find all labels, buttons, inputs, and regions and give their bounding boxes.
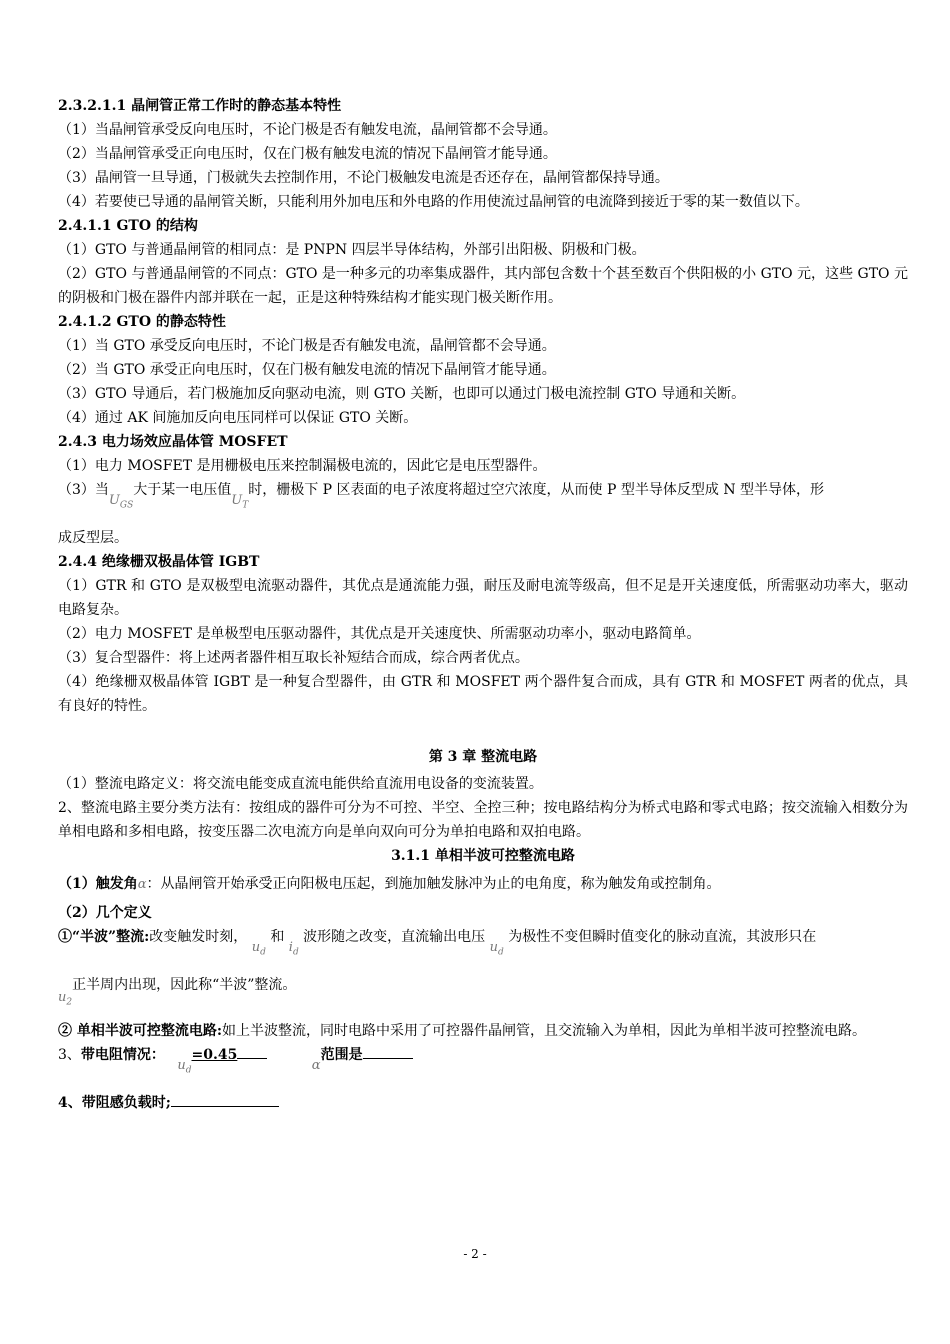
definition-single-phase: ② 单相半波可控整流电路:如上半波整流，同时电路中采用了可控器件晶闸管，且交流输入为单相，因此为单相半波可控整流电路。 [58, 1023, 867, 1039]
formula-id: $i_d$ [288, 940, 299, 958]
formula-u2: $u_2$ [58, 990, 73, 1008]
section-heading: 2.4.1.1 GTO 的结构 [58, 218, 198, 234]
list-item: （3）当$U_{GS}$大于某一电压值$U_T$时，栅极下 P 区表面的电子浓度将超过空穴浓度，从而使 P 型半导体反型成 N 型半导体，形 [58, 478, 908, 526]
list-item: （3）GTO 导通后，若门极施加反向驱动电流，则 GTO 关断，也即可以通过门极电流控制 GTO 导通和关断。 [58, 386, 746, 402]
formula-alpha: α [311, 1058, 321, 1073]
definition-trigger-angle: （1）触发角α：从晶闸管开始承受正向阳极电压起，到施加触发脉冲为止的电角度，称为触发角或控制角。 [58, 872, 908, 897]
list-item: （1）电力 MOSFET 是用栅极电压来控制漏极电流的，因此它是电压型器件。 [58, 458, 547, 474]
list-item: （2）电力 MOSFET 是单极型电压驱动器件，其优点是开关速度快、所需驱动功率小，驱动电路简单。 [58, 626, 701, 642]
formula-ugs: $U_{GS}$ [108, 493, 134, 511]
list-item: （4）绝缘栅双极晶体管 IGBT 是一种复合型器件，由 GTR 和 MOSFET 两个器件复合而成，具有 GTR 和 MOSFET 两者的优点，具有良好的特性。 [58, 674, 908, 714]
section-heading: 2.4.4 绝缘栅双极晶体管 IGBT [58, 554, 260, 570]
list-item: （3）复合型器件：将上述两者器件相互取长补短结合而成，综合两者优点。 [58, 650, 529, 666]
list-item: （1）GTO 与普通晶闸管的相同点：是 PNPN 四层半导体结构，外部引出阳极、阴极和门极。 [58, 242, 646, 258]
list-item-continued: 成反型层。 [58, 530, 128, 546]
inductive-load-line: 4、带阻感负载时; [58, 1091, 908, 1115]
definitions-heading: （2）几个定义 [58, 905, 152, 921]
page-number: - 2 - [463, 1247, 487, 1261]
list-item: （2）GTO 与普通晶闸管的不同点：GTO 是一种多元的功率集成器件，其内部包含数十个甚至数百个供阳极的小 GTO 元，这些 GTO 元的阴极和门极在器件内部并联在一起，正是这种特殊结构才能实现门极关断作用。 [58, 266, 908, 306]
formula-ud: $u_d$ [489, 940, 504, 958]
definition-half-wave: ①“半波”整流:改变触发时刻， $u_d$ 和 $i_d$ 波形随之改变，直流输出电压 $u_d$ 为极性不变但瞬时值变化的脉动直流，其波形只在 [58, 925, 908, 973]
list-item: （4）若要使已导通的晶闸管关断，只能利用外加电压和外电路的作用使流过晶闸管的电流降到接近于零的某一数值以下。 [58, 194, 809, 210]
list-item: （4）通过 AK 间施加反向电压同样可以保证 GTO 关断。 [58, 410, 418, 426]
list-item: （3）晶闸管一旦导通，门极就失去控制作用，不论门极触发电流是否还存在，晶闸管都保持导通。 [58, 170, 669, 186]
list-item: （2）当晶闸管承受正向电压时，仅在门极有触发电流的情况下晶闸管才能导通。 [58, 146, 557, 162]
chapter-title: 第 3 章 整流电路 [428, 749, 538, 765]
formula-alpha: α [137, 877, 147, 892]
resistive-load-line: 3、带电阻情况： $u_d=0.45$ α范围是 [58, 1043, 908, 1087]
formula-ud: $u_d$ [251, 940, 266, 958]
list-item: （1）整流电路定义：将交流电能变成直流电能供给直流用电设备的变流装置。 [58, 776, 543, 792]
list-item: （1）当晶闸管承受反向电压时，不论门极是否有触发电流，晶闸管都不会导通。 [58, 122, 557, 138]
document-page [58, 94, 908, 1115]
list-item: （1）GTR 和 GTO 是双极型电流驱动器件，其优点是通流能力强，耐压及耐电流等级高，但不足是开关速度低，所需驱动功率大，驱动电路复杂。 [58, 578, 908, 618]
definition-half-wave-continued: $u_2$正半周内出现，因此称“半波”整流。 [58, 973, 908, 1013]
formula-ud: $u_d$ [177, 1058, 192, 1076]
formula-ut: $U_T$ [231, 493, 249, 511]
section-heading: 2.4.3 电力场效应晶体管 MOSFET [58, 434, 288, 450]
list-item: 2、整流电路主要分类方法有：按组成的器件可分为不可控、半空、全控三种；按电路结构分为桥式电路和零式电路；按交流输入相数分为单相电路和多相电路，按变压器二次电流方向是单向双向可分为单拍电路和双拍电路。 [58, 800, 908, 840]
list-item: （2）当 GTO 承受正向电压时，仅在门极有触发电流的情况下晶闸管才能导通。 [58, 362, 556, 378]
list-item: （1）当 GTO 承受反向电压时，不论门极是否有触发电流，晶闸管都不会导通。 [58, 338, 556, 354]
section-heading: 3.1.1 单相半波可控整流电路 [391, 848, 575, 864]
section-heading: 2.4.1.2 GTO 的静态特性 [58, 314, 226, 330]
section-heading: 2.3.2.1.1 晶闸管正常工作时的静态基本特性 [58, 98, 342, 114]
